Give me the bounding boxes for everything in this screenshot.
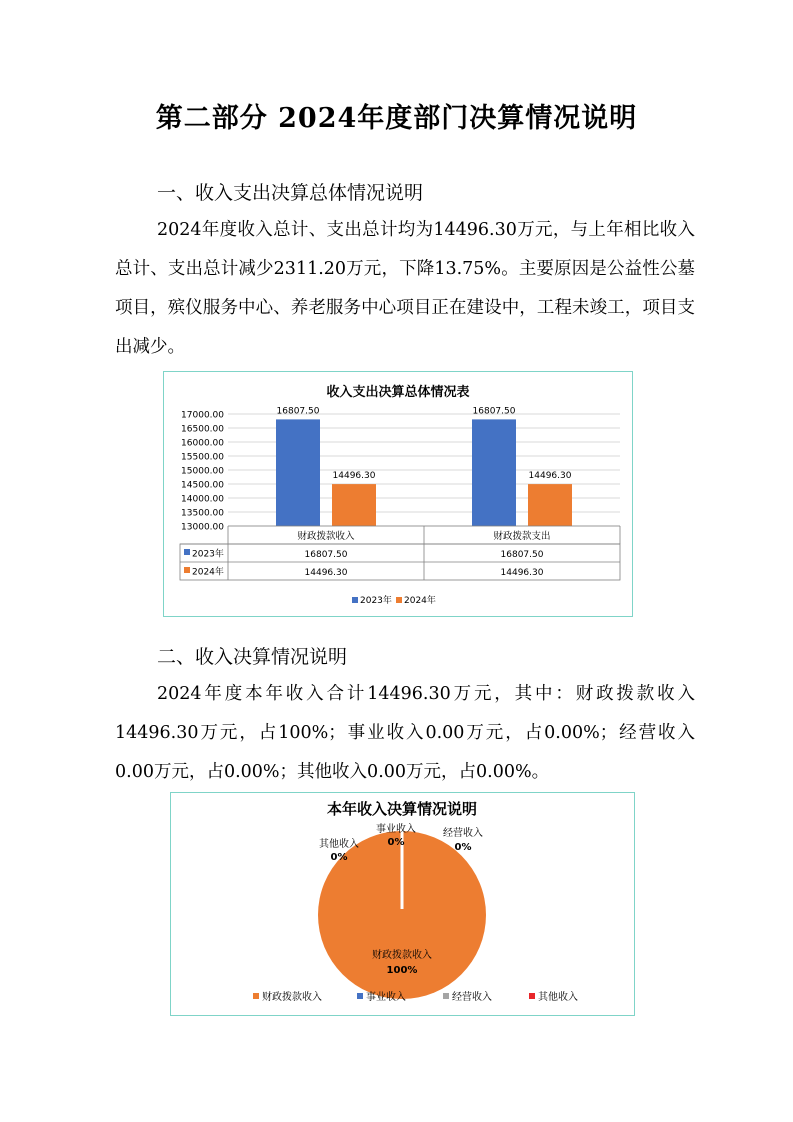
bar-value-label: 16807.50 [472,406,516,417]
bar-2024年 [528,484,572,526]
legend-label: 2023年 [360,596,392,606]
bar-chart-container [163,371,633,617]
table-value: 14496.30 [500,568,544,578]
chart-title: 本年收入决算情况说明 [326,800,478,818]
pie-slice-label: 事业收入 [376,824,416,835]
pie-slice-pct: 0% [387,837,405,848]
section2-text: 2024年度本年收入合计14496.30万元，其中：财政拨款收入14496.30万元，占100%；事业收入0.00万元，占0.00%；经营收入0.00万元，占0.00%；其他收入0.00万元，占0.00%。 [115,684,695,782]
table-category-label: 财政拨款收入 [297,531,355,542]
y-tick-label: 17000.00 [181,410,224,421]
legend-label: 2024年 [404,596,436,606]
pie-chart [171,793,634,1015]
y-tick-label: 13000.00 [181,522,224,533]
legend-label: 经营收入 [452,992,492,1003]
y-tick-label: 15500.00 [181,452,224,463]
bar-value-label: 14496.30 [332,471,376,482]
y-tick-label: 16500.00 [181,424,224,435]
legend-label: 其他收入 [538,992,578,1003]
table-series-label: 2024年 [192,567,224,578]
table-category-label: 财政拨款支出 [493,531,551,542]
pie-chart-container [170,792,635,1016]
pie-slice-label: 其他收入 [319,839,359,850]
table-legend-key [184,567,190,573]
bar-value-label: 14496.30 [528,471,572,482]
bar-chart [164,372,632,616]
pie-slice-label: 经营收入 [443,828,483,839]
y-tick-label: 16000.00 [181,438,224,449]
section1-text: 2024年度收入总计、支出总计均为14496.30万元，与上年相比收入总计、支出总计减少2311.20万元，下降13.75%。主要原因是公益性公墓项目，殡仪服务中心、养老服务中心项目正在建设中，工程未竣工，项目支出减少。 [115,220,695,357]
y-tick-label: 14500.00 [181,480,224,491]
section2-heading: 二、收入决算情况说明 [157,646,348,668]
pie-slice-pct: 0% [454,842,472,853]
pie-slice-label: 财政拨款收入 [372,950,432,961]
section1-heading: 一、收入支出决算总体情况说明 [157,182,424,204]
table-value: 16807.50 [500,550,544,560]
table-value: 14496.30 [304,568,348,578]
table-series-label: 2023年 [192,549,224,560]
bar-2024年 [332,484,376,526]
y-tick-label: 13500.00 [181,508,224,519]
table-legend-key [184,549,190,555]
legend-key [529,993,535,999]
bar-2023年 [472,419,516,526]
pie-slice-pct: 0% [330,852,348,863]
bar-2023年 [276,419,320,526]
section1-paragraph [115,211,695,367]
legend-label: 财政拨款收入 [262,992,322,1003]
section2-paragraph [115,675,695,792]
legend-key [443,993,449,999]
legend-key [352,597,358,603]
pie-slice-pct: 100% [386,965,418,976]
legend-key [396,597,402,603]
chart-title: 收入支出决算总体情况表 [326,385,470,400]
table-value: 16807.50 [304,550,348,560]
legend-label: 事业收入 [366,992,406,1003]
y-tick-label: 15000.00 [181,466,224,477]
legend-key [357,993,363,999]
legend-key [253,993,259,999]
page-title: 第二部分 2024年度部门决算情况说明 [155,103,638,134]
y-tick-label: 14000.00 [181,494,224,505]
bar-value-label: 16807.50 [276,406,320,417]
